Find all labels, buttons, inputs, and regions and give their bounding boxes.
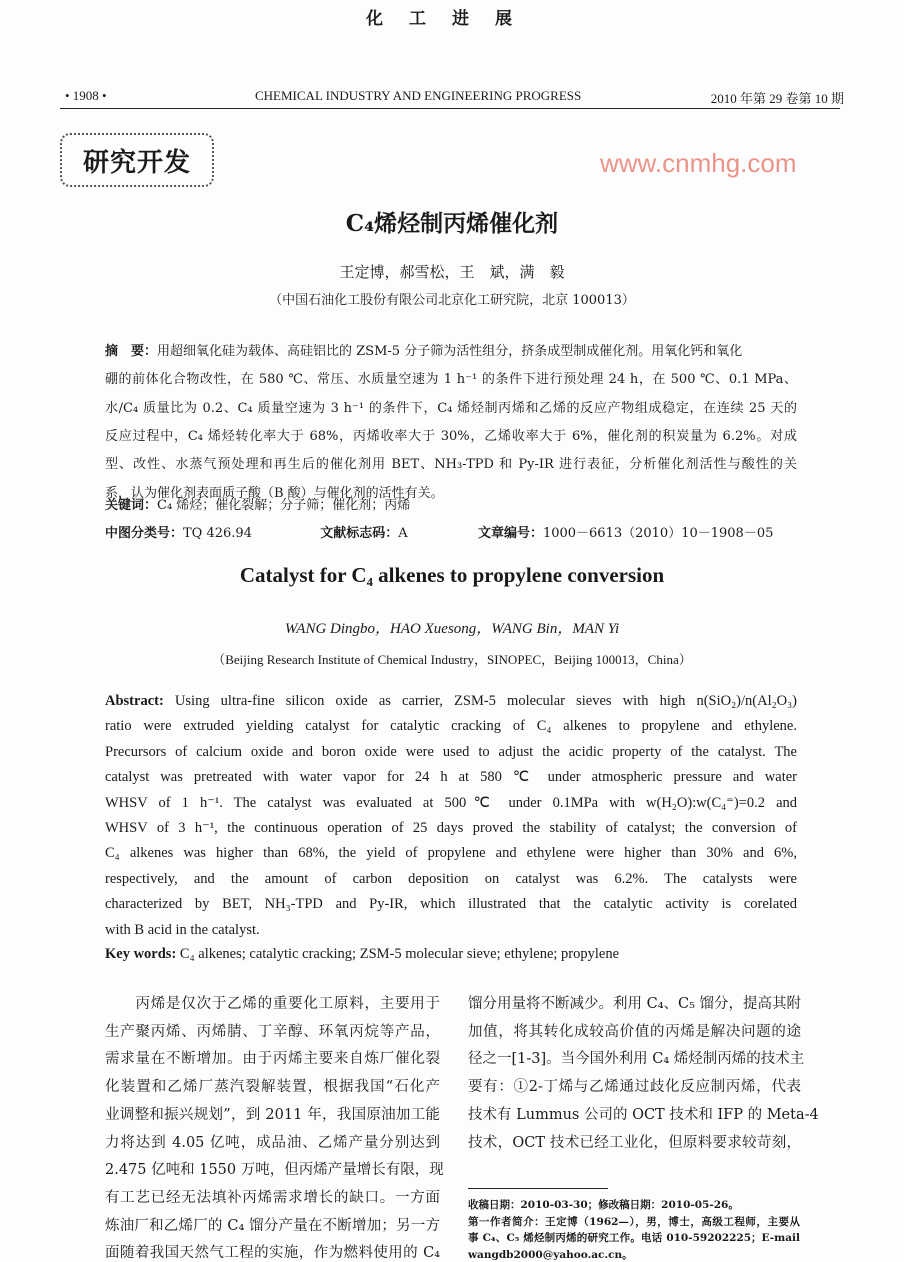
issue-info: 2010 年第 29 卷第 10 期: [710, 91, 844, 106]
affiliation-zh: （中国石油化工股份有限公司北京化工研究院，北京 100013）: [269, 293, 635, 308]
body-text-line: 技术，OCT 技术已经工业化，但原料要求较苛刻，: [468, 1134, 801, 1151]
journal-name-en: CHEMICAL INDUSTRY AND ENGINEERING PROGRESS: [255, 88, 582, 103]
clc-label: 中图分类号：: [105, 526, 184, 541]
page-number: • 1908 •: [65, 88, 107, 103]
abstract-zh-line: 系，认为催化剂表面质子酸（B 酸）与催化剂的活性有关。: [105, 485, 444, 501]
body-text-line: 面随着我国天然气工程的实施，作为燃料使用的 C₄: [105, 1245, 440, 1262]
abstract-en-line: with B acid in the catalyst.: [105, 921, 260, 938]
footnote-line: 收稿日期：2010-03-30；修改稿日期：2010-05-26。: [468, 1199, 739, 1211]
keywords-zh-label: 关键词：: [105, 498, 158, 513]
body-text-line: 径之一[1-3]。当今国外利用 C₄ 烯烃制丙烯的技术主: [468, 1051, 805, 1068]
title-zh: C₄烯烃制丙烯催化剂: [345, 210, 559, 237]
abstract-en-line: respectively, and the amount of carbon deposition on catalyst was 6.2%. The catalysts were: [105, 870, 797, 887]
article-no-label: 文章编号：: [477, 526, 543, 541]
watermark: www.cnmhg.com: [600, 148, 797, 178]
footnote-line: 事 C₄、C₅ 烯烃制丙烯的研究工作。电话 010-59202225；E-mail: [468, 1232, 800, 1244]
authors-zh: 王定博，郝雪松，王 斌，满 毅: [339, 263, 565, 281]
abstract-en-line: WHSV of 1 h⁻¹. The catalyst was evaluated at 500℃ under 0.1MPa with w(H₂O):w(C₄⁼)=0.2 and: [105, 794, 797, 811]
body-text-line: 力将达到 4.05 亿吨，成品油、乙烯产量分别达到: [105, 1134, 440, 1151]
abstract-en-line: catalyst was pretreated with water vapor for 24 h at 580 ℃ under atmospheric pressure and water: [105, 769, 797, 786]
keywords-en: [105, 946, 797, 963]
abstract-zh-line: [105, 340, 797, 359]
doc-code-label: 文献标志码：: [320, 526, 399, 541]
abstract-en-label: Abstract:: [105, 693, 164, 709]
footnote-rule: [468, 1188, 608, 1189]
footnote-line: wangdb2000@yahoo.ac.cn。: [468, 1248, 633, 1261]
body-text-line: 加值，将其转化成较高价值的丙烯是解决问题的途: [468, 1023, 801, 1040]
abstract-zh-line: 反应过程中，C₄ 烯烃转化率大于 68%，丙烯收率大于 30%，乙烯收率大于 6%，催化剂的积炭量为 6.2%。对成: [105, 428, 797, 444]
body-text-line: 馏分用量将不断减少。利用 C₄、C₅ 馏分，提高其附: [468, 996, 802, 1012]
abstract-zh-line: 型、改性、水蒸气预处理和再生后的催化剂用 BET、NH₃-TPD 和 Py-IR 进行表征，分析催化剂活性与酸性的关: [105, 457, 797, 473]
body-text-line: 炼油厂和乙烯厂的 C₄ 馏分产量在不断增加；另一方: [105, 1217, 440, 1234]
body-text-line: 生产聚丙烯、丙烯腈、丁辛醇、环氧丙烷等产品，: [105, 1023, 440, 1040]
keywords-zh-text: C₄ 烯烃；催化裂解；分子筛；催化剂；丙烯: [157, 498, 411, 513]
affiliation-en: （Beijing Research Institute of Chemical Industry，SINOPEC，Beijing 100013，China）: [212, 652, 692, 667]
body-text-line: 丙烯是仅次于乙烯的重要化工原料，主要用于: [105, 996, 440, 1012]
footnote-line: 第一作者简介：王定博（1962—），男，博士，高级工程师，主要从: [468, 1215, 800, 1228]
section-badge: 研究开发: [60, 133, 214, 187]
abstract-en-line: Precursors of calcium oxide and boron oxide were used to adjust the acidic property of the catalyst. The: [105, 743, 797, 760]
abstract-en-line: ratio were extruded yielding catalyst for catalytic cracking of C₄ alkenes to propylene and ethylene.: [105, 718, 797, 735]
abstract-zh-label: 摘 要：: [105, 344, 158, 359]
keywords-en-text: C₄ alkenes; catalytic cracking; ZSM-5 molecular sieve; ethylene; propylene: [179, 946, 620, 962]
article-no-value: 1000－6613（2010）10－1908－05: [542, 526, 774, 541]
title-en: Catalyst for C₄ alkenes to propylene conversion: [239, 563, 665, 587]
authors-en: WANG Dingbo，HAO Xuesong，WANG Bin，MAN Yi: [284, 621, 620, 637]
clc-value: TQ 426.94: [183, 526, 252, 541]
header-rule: [60, 108, 840, 109]
classification-row: [105, 522, 797, 541]
body-text-line: 业调整和振兴规划”，到 2011 年，我国原油加工能: [105, 1106, 440, 1123]
doc-code-value: A: [398, 526, 408, 541]
body-text-line: 有工艺已经无法填补丙烯需求增长的缺口。一方面: [105, 1189, 440, 1206]
journal-name-zh: 化工进展: [366, 9, 538, 29]
keywords-zh: [105, 494, 797, 513]
body-text-line: 化装置和乙烯厂蒸汽裂解装置，根据我国“石化产: [105, 1079, 440, 1096]
abstract-zh-line: 硼的前体化合物改性，在 580 ℃、常压、水质量空速为 1 h⁻¹ 的条件下进行预处理 24 h，在 500 ℃、0.1 MPa、: [105, 372, 797, 388]
abstract-en-line: WHSV of 3 h⁻¹, the continuous operation of 25 days proved the stability of catalyst; the conversion of: [105, 820, 797, 836]
abstract-en-line: [105, 693, 797, 710]
keywords-en-label: Key words:: [105, 946, 177, 962]
body-text-line: 2.475 亿吨和 1550 万吨，但丙烯产量增长有限，现: [105, 1162, 444, 1179]
body-text-line: 需求量在不断增加。由于丙烯主要来自炼厂催化裂: [105, 1051, 440, 1068]
abstract-en-line: characterized by BET, NH₃-TPD and Py-IR, which illustrated that the catalytic activity is corelated: [105, 896, 797, 913]
abstract-en-line: C₄ alkenes was higher than 68%, the yield of propylene and ethylene were higher than 30% and 6%,: [105, 845, 797, 862]
body-text-line: 技术有 Lummus 公司的 OCT 技术和 IFP 的 Meta-4: [468, 1106, 819, 1123]
abstract-zh-text: 用超细氧化硅为载体、高硅铝比的 ZSM-5 分子筛为活性组分，挤条成型制成催化剂。用氧化钙和氧化: [157, 344, 743, 359]
body-text-line: 要有：①2-丁烯与乙烯通过歧化反应制丙烯，代表: [468, 1079, 801, 1096]
abstract-en-text: Using ultra-fine silicon oxide as carrier, ZSM-5 molecular sieves with high n(SiO₂)/n(Al₂O₃): [174, 693, 798, 709]
abstract-zh-line: 水/C₄ 质量比为 0.2、C₄ 质量空速为 3 h⁻¹ 的条件下，C₄ 烯烃制丙烯和乙烯的反应产物组成稳定，在连续 25 天的: [105, 400, 797, 416]
